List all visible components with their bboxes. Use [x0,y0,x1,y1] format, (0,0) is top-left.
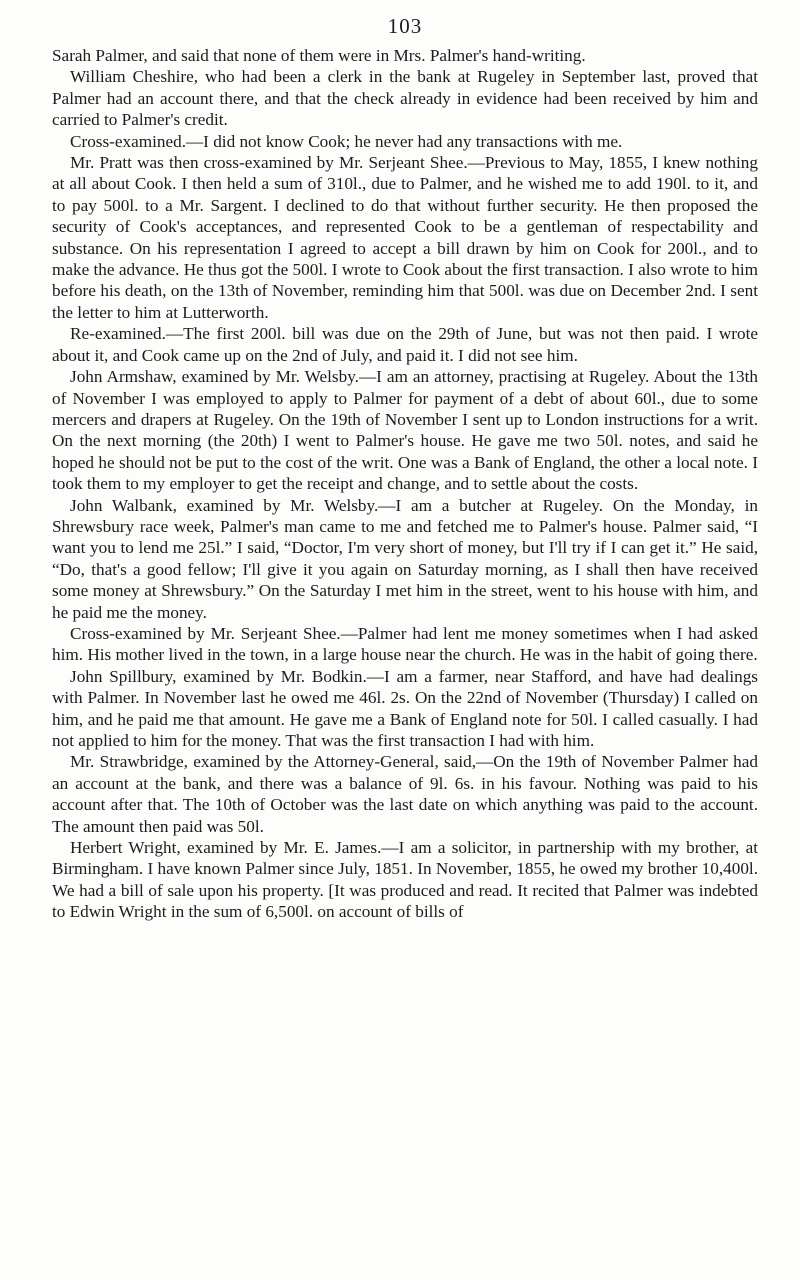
page-number: 103 [387,14,423,38]
paragraph: Re-examined.—The first 200l. bill was due on the 29th of June, but was not then paid. I wrote about it, and Cook came up on the 2nd of July, and paid it. I did not see him. [52,324,758,365]
paragraph: John Walbank, examined by Mr. Welsby.—I am a butcher at Rugeley. On the Monday, in Shrewsbury race week, Palmer's man came to me and fetched me to Palmer's house. Palmer said, “I want you to lend me 25l.” I said, “Doctor, I'm very short of money, but I'll try if I can get it.” He said, “Do, that's a good fellow; I'll give it you again on Saturday morning, as I shall then have received some money at Shrewsbury.” On the Saturday I met him in the street, went to his house with him, and he paid me the money. [52,495,758,622]
paragraph: William Cheshire, who had been a clerk in the bank at Rugeley in September last, proved that Palmer had an account there, and that the check already in evidence had been received by him and carried to Palmer's credit. [52,67,758,130]
paragraph: Sarah Palmer, and said that none of them were in Mrs. Palmer's hand-writing. [52,46,586,65]
body-text [52,45,758,923]
paragraph: John Armshaw, examined by Mr. Welsby.—I am an attorney, practising at Rugeley. About the 13th of November I was employed to apply to Palmer for payment of a debt of about 60l., due to some mercers and drapers at Rugeley. On the 19th of November I sent up to London instructions for a writ. On the next morning (the 20th) I went to Palmer's house. He gave me two 50l. notes, and said he hoped he should not be put to the cost of the writ. One was a Bank of England, the other a local note. I took them to my employer to get the receipt and change, and to settle about the costs. [52,367,758,494]
paragraph: Mr. Pratt was then cross-examined by Mr. Serjeant Shee.—Previous to May, 1855, I knew nothing at all about Cook. I then held a sum of 310l., due to Palmer, and he wished me to add 190l. to it, and to pay 500l. to a Mr. Sargent. I declined to do that without further security. He then proposed the security of Cook's acceptances, and represented Cook to be a gentleman of respectability and substance. On his representation I agreed to accept a bill drawn by him on Cook for 200l., and to make the advance. He thus got the 500l. I wrote to Cook about the first transaction. I also wrote to him before his death, on the 13th of November, reminding him that 500l. was due on December 2nd. I sent the letter to him at Lutterworth. [52,153,758,322]
paragraph: Mr. Strawbridge, examined by the Attorney-General, said,—On the 19th of November Palmer had an account at the bank, and there was a balance of 9l. 6s. in his favour. Nothing was paid to his account after that. The 10th of October was the last date on which anything was paid to the account. The amount then paid was 50l. [52,752,758,836]
paragraph: John Spillbury, examined by Mr. Bodkin.—I am a farmer, near Stafford, and have had dealings with Palmer. In November last he owed me 46l. 2s. On the 22nd of November (Thursday) I called on him, and he paid me that amount. He gave me a Bank of England note for 50l. I called casually. I had not applied to him for the money. That was the first transaction I had with him. [52,666,758,750]
paragraph: Cross-examined.—I did not know Cook; he never had any transactions with me. [70,131,623,151]
paragraph: Herbert Wright, examined by Mr. E. James.—I am a solicitor, in partnership with my brother, at Birmingham. I have known Palmer since July, 1851. In November, 1855, he owed my brother 10,400l. We had a bill of sale upon his property. [It was produced and read. It recited that Palmer was indebted to Edwin Wright in the sum of 6,500l. on account of bills of [52,838,758,922]
paragraph: Cross-examined by Mr. Serjeant Shee.—Palmer had lent me money sometimes when I had asked him. His mother lived in the town, in a large house near the church. He was in the habit of going there. [52,623,758,665]
